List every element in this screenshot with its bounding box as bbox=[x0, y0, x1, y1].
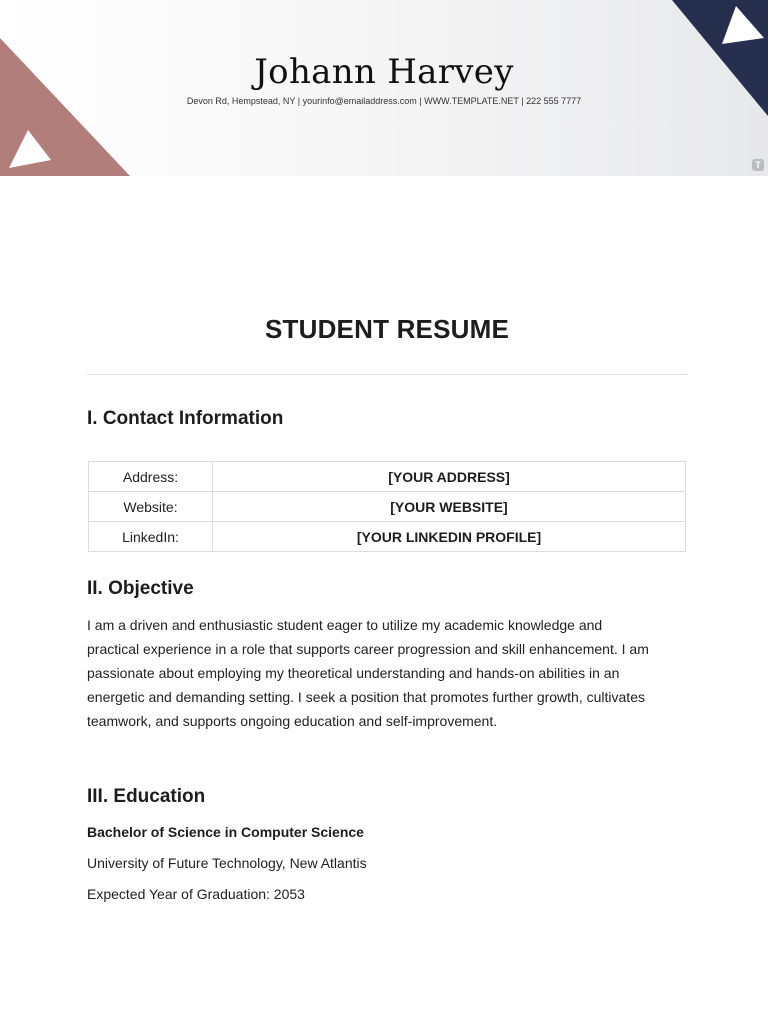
graduation-year: Expected Year of Graduation: 2053 bbox=[87, 886, 305, 902]
education-section-heading: III. Education bbox=[87, 786, 206, 807]
table-row bbox=[89, 492, 686, 522]
resume-header bbox=[0, 0, 768, 176]
university-name: University of Future Technology, New Atlantis bbox=[87, 855, 367, 871]
title-divider bbox=[87, 374, 687, 375]
objective-paragraph: I am a driven and enthusiastic student eager to utilize my academic knowledge and practical experience in a role that supports career progression and skill enhancement. I am passionate about employing my theoretical understanding and hands-on abilities in an energetic and demanding setting. I seek a position that promotes further growth, cultivates teamwork, and supports ongoing education and self-improvement. bbox=[87, 617, 649, 729]
header-contact-line: Devon Rd, Hempstead, NY | yourinfo@emailaddress.com | WWW.TEMPLATE.NET | 222 555 7777 bbox=[186, 96, 582, 106]
linkedin-value: [YOUR LINKEDIN PROFILE] bbox=[213, 522, 686, 552]
linkedin-label: LinkedIn: bbox=[89, 522, 213, 552]
template-logo-icon: T bbox=[752, 159, 764, 171]
website-value: [YOUR WEBSITE] bbox=[213, 492, 686, 522]
contact-table bbox=[88, 461, 686, 552]
address-label: Address: bbox=[89, 462, 213, 492]
table-row bbox=[89, 462, 686, 492]
objective-section-heading: II. Objective bbox=[87, 578, 194, 599]
contact-section-heading: I. Contact Information bbox=[87, 408, 284, 429]
page-title: STUDENT RESUME bbox=[264, 314, 510, 344]
degree-title: Bachelor of Science in Computer Science bbox=[87, 824, 364, 840]
website-label: Website: bbox=[89, 492, 213, 522]
address-value: [YOUR ADDRESS] bbox=[213, 462, 686, 492]
table-row bbox=[89, 522, 686, 552]
person-name: Johann Harvey bbox=[254, 52, 514, 92]
